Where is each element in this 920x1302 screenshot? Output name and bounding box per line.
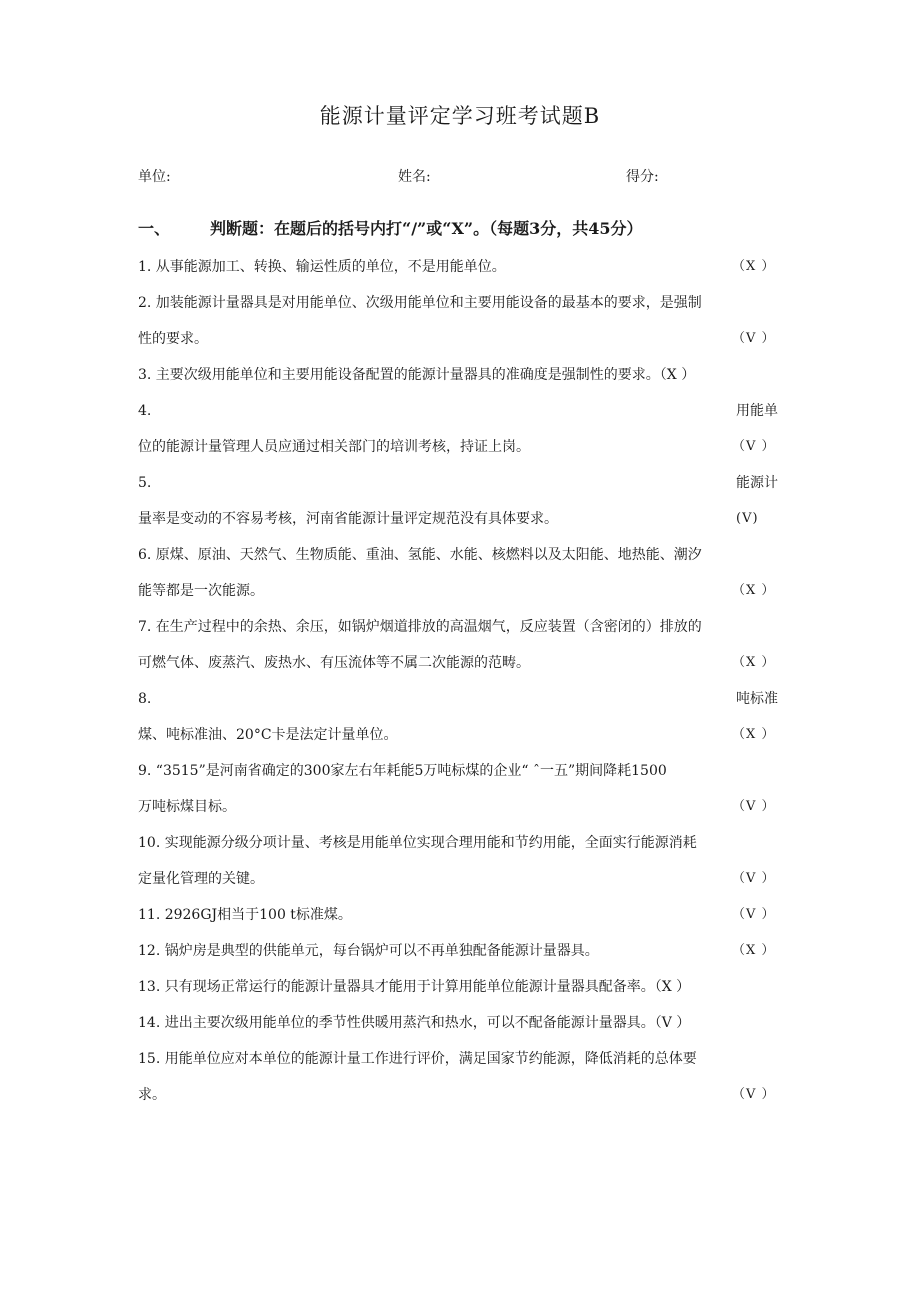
question-6-answer: （X ） bbox=[732, 583, 776, 598]
question-13-line-1: 13. 只有现场正常运行的能源计量器具才能用于计算用能单位能源计量器具配备率。（X ） bbox=[138, 979, 691, 995]
question-1-answer: （X ） bbox=[732, 259, 776, 274]
question-8-line-2: 煤、吨标准油、20°C卡是法定计量单位。 bbox=[138, 727, 398, 743]
question-10-line-2: 定量化管理的关键。 bbox=[138, 871, 264, 887]
question-9-line-2: 万吨标煤目标。 bbox=[138, 799, 236, 815]
question-7-line-2: 可燃气体、废蒸汽、废热水、有压流体等不属二次能源的范畴。 bbox=[138, 655, 530, 671]
question-5-answer: (V) bbox=[736, 511, 759, 526]
question-12-line-1: 12. 锅炉房是典型的供能单元，每台锅炉可以不再单独配备能源计量器具。 bbox=[138, 943, 599, 959]
question-2-line-1: 2. 加装能源计量器具是对用能单位、次级用能单位和主要用能设备的最基本的要求，是强制 bbox=[138, 295, 702, 311]
question-6-line-1: 6. 原煤、原油、天然气、生物质能、重油、氢能、水能、核燃料以及太阳能、地热能、潮汐 bbox=[138, 547, 702, 563]
question-4-answer: （V ） bbox=[732, 439, 776, 454]
exam-title: 能源计量评定学习班考试题B bbox=[319, 104, 601, 128]
question-10-answer: （V ） bbox=[732, 871, 776, 886]
question-10-line-1: 10. 实现能源分级分项计量、考核是用能单位实现合理用能和节约用能，全面实行能源消耗 bbox=[138, 835, 697, 851]
question-5-line-1: 5. bbox=[138, 475, 152, 491]
question-4-line-1: 4. bbox=[138, 403, 152, 419]
section-heading bbox=[138, 216, 642, 239]
question-15-answer: （V ） bbox=[732, 1087, 776, 1102]
name-label: 姓名: bbox=[398, 169, 431, 185]
question-1-line-1: 1. 从事能源加工、转换、输运性质的单位，不是用能单位。 bbox=[138, 259, 506, 275]
question-3-line-1: 3. 主要次级用能单位和主要用能设备配置的能源计量器具的准确度是强制性的要求。（X ） bbox=[138, 367, 696, 383]
unit-label: 单位: bbox=[138, 169, 171, 185]
question-9-answer: （V ） bbox=[732, 799, 776, 814]
question-11-answer: （V ） bbox=[732, 907, 776, 922]
section-number: 一、 bbox=[138, 219, 171, 238]
question-2-line-2: 性的要求。 bbox=[138, 331, 208, 347]
question-15-line-2: 求。 bbox=[138, 1087, 166, 1103]
question-8-tail: 吨标准 bbox=[736, 691, 778, 707]
question-9-line-1: 9. “3515”是河南省确定的300家左右年耗能5万吨标煤的企业“ ˆ一五”期间降耗1500 bbox=[138, 763, 667, 779]
question-2-answer: （V ） bbox=[732, 331, 776, 346]
score-label: 得分: bbox=[626, 169, 659, 185]
question-4-tail: 用能单 bbox=[736, 403, 778, 419]
section-title: 判断题：在题后的括号内打“/”或“X”。（每题3分，共45分） bbox=[210, 219, 643, 238]
question-14-line-1: 14. 进出主要次级用能单位的季节性供暖用蒸汽和热水，可以不配备能源计量器具。（V ） bbox=[138, 1015, 691, 1031]
question-5-line-2: 量率是变动的不容易考核，河南省能源计量评定规范没有具体要求。 bbox=[138, 511, 558, 527]
question-12-answer: （X ） bbox=[732, 943, 776, 958]
question-4-line-2: 位的能源计量管理人员应通过相关部门的培训考核，持证上岗。 bbox=[138, 439, 530, 455]
question-7-answer: （X ） bbox=[732, 655, 776, 670]
question-15-line-1: 15. 用能单位应对本单位的能源计量工作进行评价，满足国家节约能源，降低消耗的总体要 bbox=[138, 1051, 697, 1067]
question-6-line-2: 能等都是一次能源。 bbox=[138, 583, 264, 599]
question-5-tail: 能源计 bbox=[736, 475, 778, 491]
question-11-line-1: 11. 2926GJ相当于100 t标准煤。 bbox=[138, 907, 352, 923]
question-8-line-1: 8. bbox=[138, 691, 152, 707]
question-7-line-1: 7. 在生产过程中的余热、余压，如锅炉烟道排放的高温烟气，反应装置（含密闭的）排放的 bbox=[138, 619, 702, 635]
question-8-answer: （X ） bbox=[732, 727, 776, 742]
